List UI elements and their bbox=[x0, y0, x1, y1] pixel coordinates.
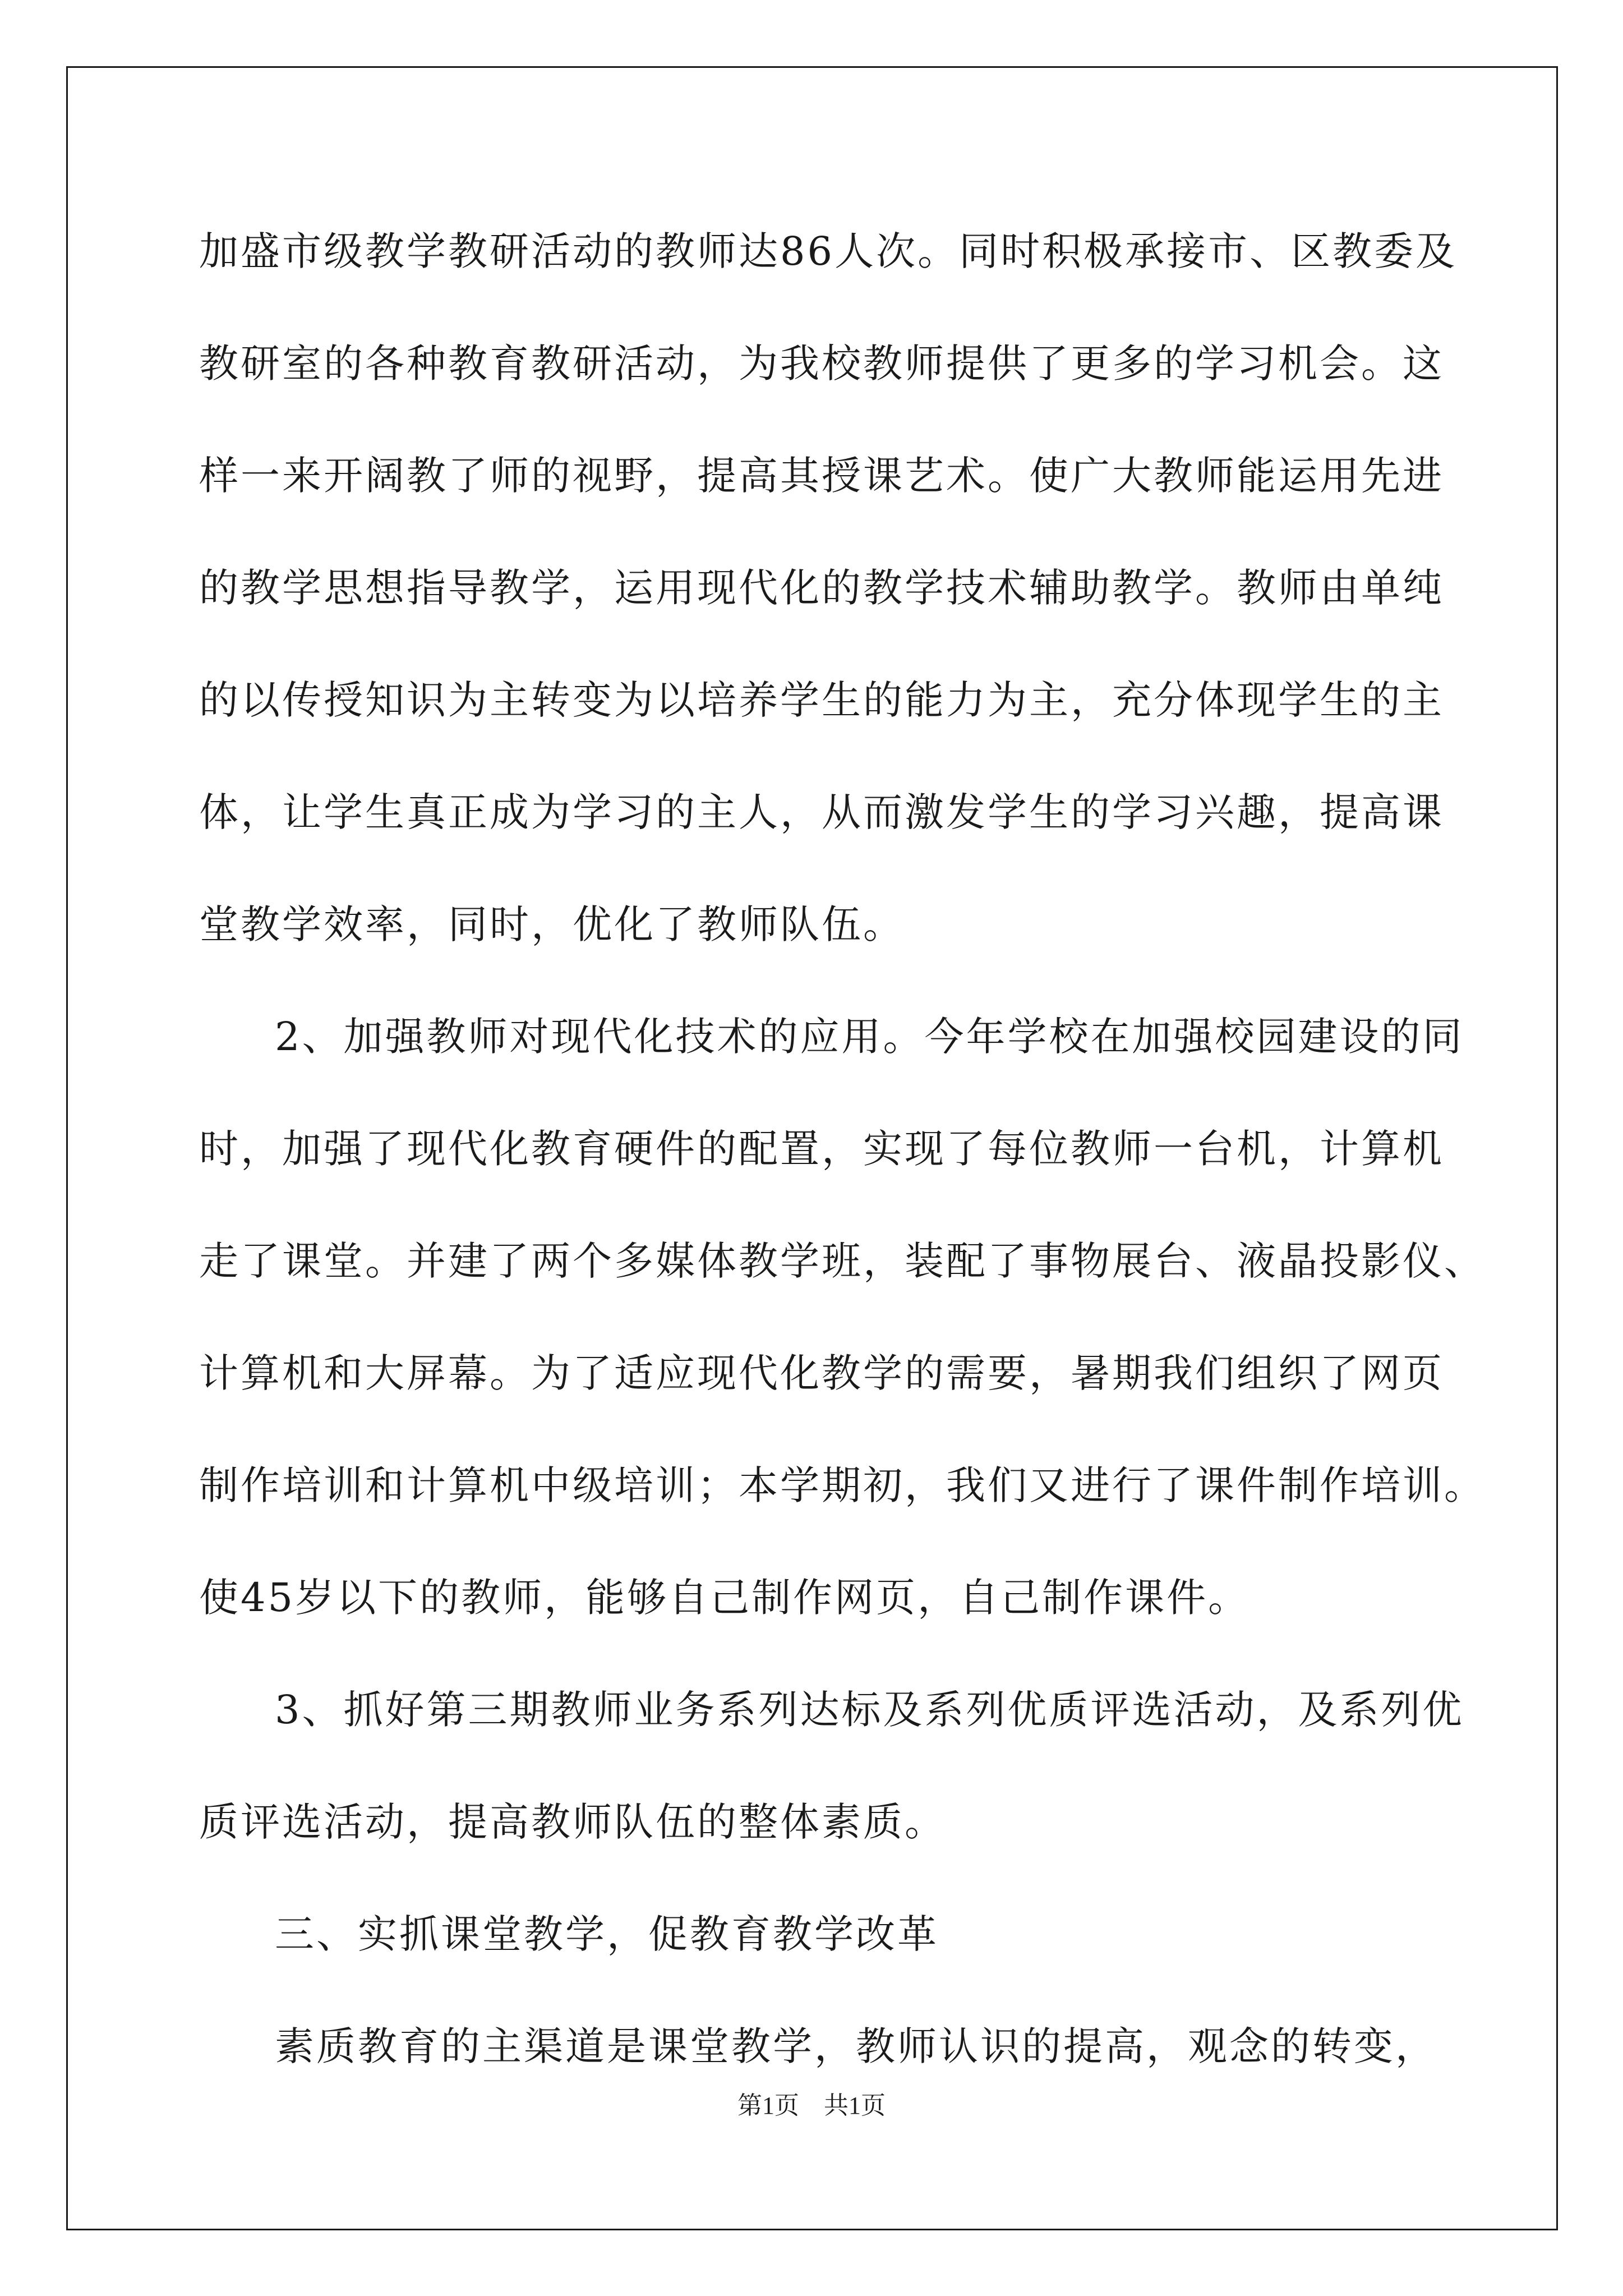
text-line: 质评选活动，提高教师队伍的整体素质。 bbox=[199, 1799, 946, 1845]
text-line: 素质教育的主渠道是课堂教学，教师认识的提高，观念的转变， bbox=[275, 2023, 1437, 2069]
text-line: 时，加强了现代化教育硬件的配置，实现了每位教师一台机，计算机 bbox=[199, 1126, 1444, 1172]
text-line: 计算机和大屏幕。为了适应现代化教学的需要，暑期我们组织了网页 bbox=[199, 1350, 1444, 1396]
text-line: 体，让学生真正成为学习的主人，从而激发学生的学习兴趣，提高课 bbox=[199, 789, 1444, 835]
text-line: 教研室的各种教育教研活动，为我校教师提供了更多的学习机会。这 bbox=[199, 341, 1444, 386]
text-line: 使45岁以下的教师，能够自己制作网页，自己制作课件。 bbox=[199, 1575, 1250, 1621]
text-line: 堂教学效率，同时，优化了教师队伍。 bbox=[199, 901, 905, 947]
text-line: 的以传授知识为主转变为以培养学生的能力为主，充分体现学生的主 bbox=[199, 677, 1444, 723]
text-line: 走了课堂。并建了两个多媒体教学班，装配了事物展台、液晶投影仪、 bbox=[199, 1238, 1486, 1284]
section-heading: 三、实抓课堂教学，促教育教学改革 bbox=[275, 1911, 939, 1957]
page-footer: 第1页 共1页 bbox=[737, 2092, 886, 2119]
text-line: 的教学思想指导教学，运用现代化的教学技术辅助教学。教师由单纯 bbox=[199, 565, 1444, 611]
text-line: 制作培训和计算机中级培训；本学期初，我们又进行了课件制作培训。 bbox=[199, 1462, 1486, 1508]
text-line: 加盛市级教学教研活动的教师达86人次。同时积极承接市、区教委及 bbox=[199, 228, 1458, 274]
text-line: 3、抓好第三期教师业务系列达标及系列优质评选活动，及系列优 bbox=[275, 1687, 1464, 1733]
text-line: 样一来开阔教了师的视野，提高其授课艺术。使广大教师能运用先进 bbox=[199, 453, 1444, 499]
text-line: 2、加强教师对现代化技术的应用。今年学校在加强校园建设的同 bbox=[275, 1014, 1464, 1060]
